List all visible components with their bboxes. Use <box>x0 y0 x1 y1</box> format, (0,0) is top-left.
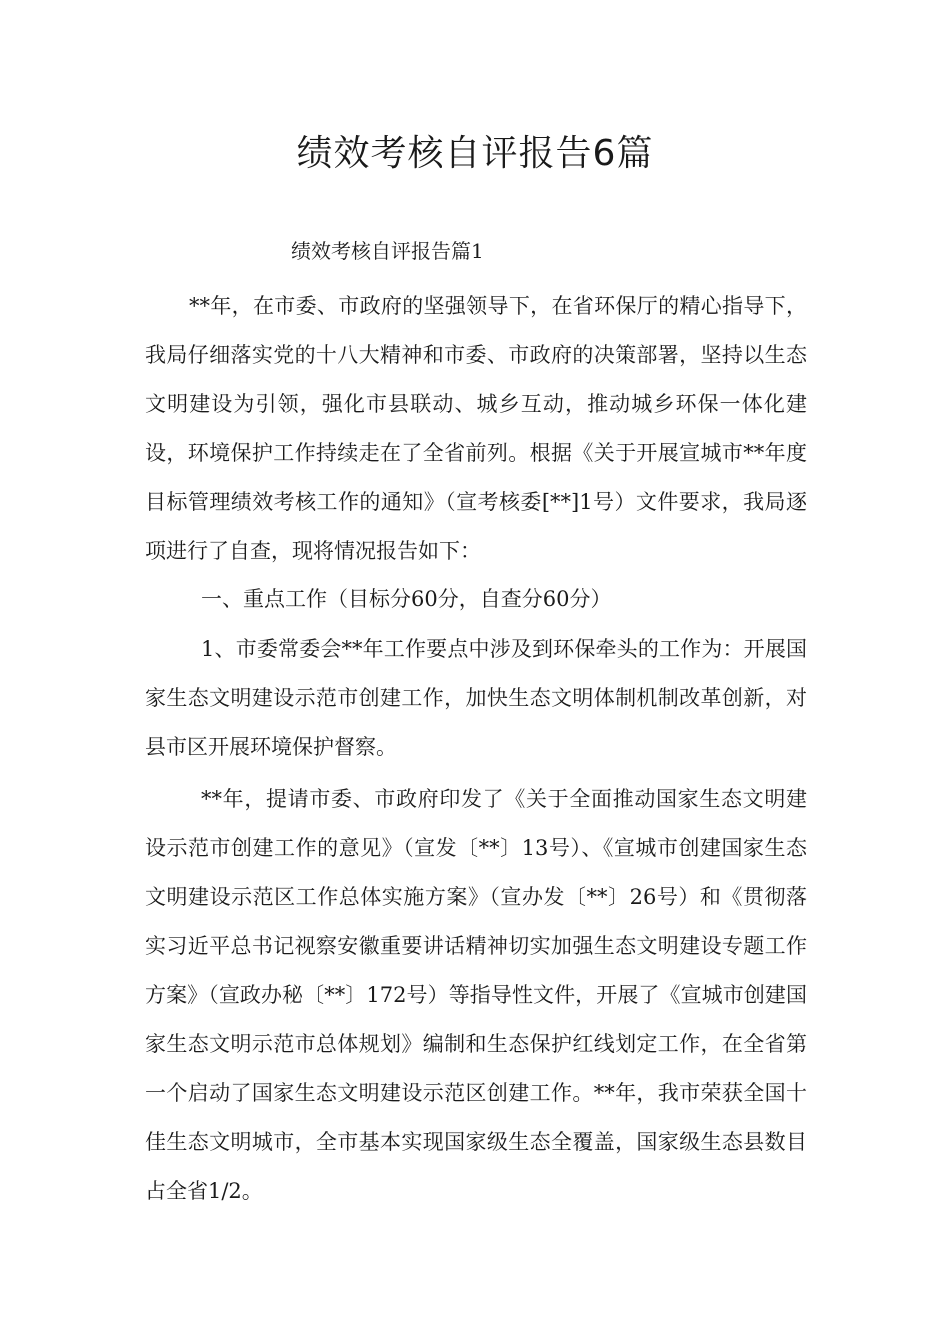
paragraph-item-1-detail: **年，提请市委、市政府印发了《关于全面推动国家生态文明建设示范市创建工作的意见》（宣发〔**〕13号）、《宣城市创建国家生态文明建设示范区工作总体实施方案》（宣办发〔**〕26号）和《贯彻落实习近平总书记视察安徽重要讲话精神切实加强生态文明建设专题工作方案》（宣政办秘〔**〕172号）等指导性文件，开展了《宣城市创建国家生态文明示范市总体规划》编制和生态保护红线划定工作，在全省第一个启动了国家生态文明建设示范区创建工作。**年，我市荣获全国十佳生态文明城市，全市基本实现国家级生态全覆盖，国家级生态县数目占全省1/2。 <box>145 787 807 1203</box>
paragraph-item-1: 1、市委常委会**年工作要点中涉及到环保牵头的工作为：开展国家生态文明建设示范市创建工作，加快生态文明体制机制改革创新，对县市区开展环境保护督察。 <box>145 637 807 759</box>
paragraph-intro: **年，在市委、市政府的坚强领导下，在省环保厅的精心指导下，我局仔细落实党的十八大精神和市委、市政府的决策部署，坚持以生态文明建设为引领，强化市县联动、城乡互动，推动城乡环保一体化建设，环境保护工作持续走在了全省前列。根据《关于开展宣城市**年度目标管理绩效考核工作的通知》（宣考核委[**]1号）文件要求，我局逐项进行了自查，现将情况报告如下： <box>145 294 807 563</box>
section-subtitle: 绩效考核自评报告篇1 <box>291 239 484 263</box>
document-title: 绩效考核自评报告6篇 <box>296 133 654 174</box>
section-heading-key-work: 一、重点工作（目标分60分，自查分60分） <box>201 587 612 611</box>
